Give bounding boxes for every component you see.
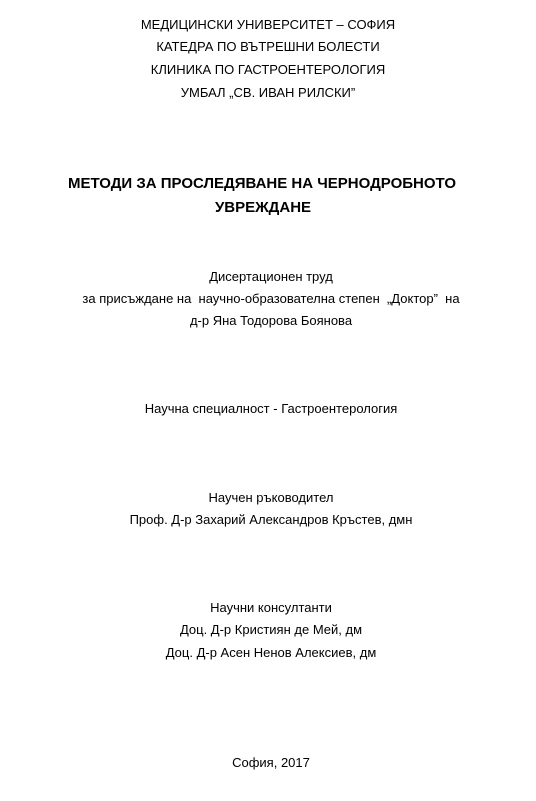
place-and-year: София, 2017: [232, 755, 310, 770]
dissertation-author: д-р Яна Тодорова Боянова: [189, 313, 353, 328]
university-name: МЕДИЦИНСКИ УНИВЕРСИТЕТ – СОФИЯ: [140, 17, 396, 32]
thesis-title-line-2: УВРЕЖДАНЕ: [214, 199, 312, 216]
clinic-name: КЛИНИКА ПО ГАСТРОЕНТЕРОЛОГИЯ: [150, 62, 386, 77]
consultant-name-2: Доц. Д-р Асен Ненов Алексиев, дм: [165, 645, 377, 660]
dissertation-purpose: за присъждане на научно-образователна степен „Доктор” на: [82, 291, 460, 306]
supervisor-name: Проф. Д-р Захарий Александров Кръстев, дмн: [129, 512, 413, 527]
scientific-specialty: Научна специалност - Гастроентерология: [144, 401, 398, 416]
department-name: КАТЕДРА ПО ВЪТРЕШНИ БОЛЕСТИ: [156, 39, 380, 54]
hospital-name: УМБАЛ „СВ. ИВАН РИЛСКИ”: [180, 85, 356, 100]
consultant-name-1: Доц. Д-р Кристиян де Мей, дм: [179, 622, 363, 637]
consultants-label: Научни консултанти: [210, 600, 332, 615]
dissertation-type: Дисертационен труд: [209, 269, 333, 284]
supervisor-label: Научен ръководител: [208, 490, 334, 505]
thesis-title-line-1: МЕТОДИ ЗА ПРОСЛЕДЯВАНЕ НА ЧЕРНОДРОБНОТО: [67, 175, 456, 192]
